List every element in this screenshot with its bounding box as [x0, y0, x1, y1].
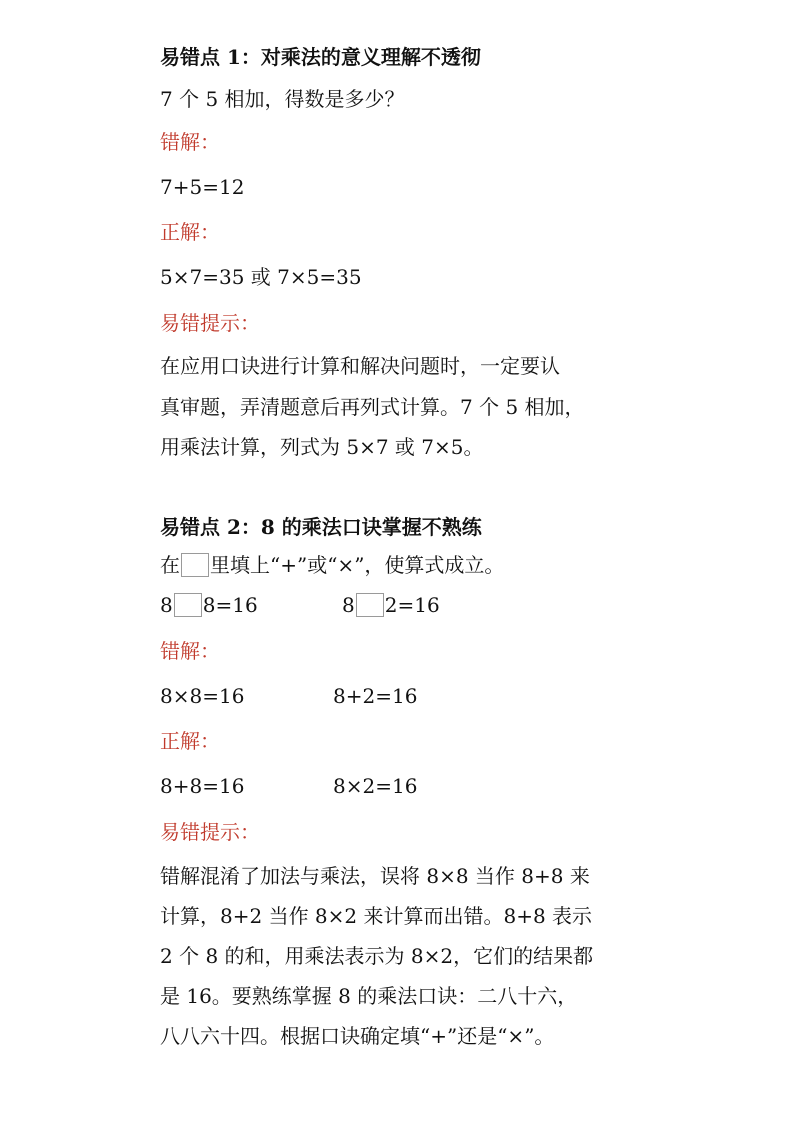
- section2-right-label: 正解：: [160, 729, 220, 753]
- section2-tip-line: 2 个 8 的和，用乘法表示为 8×2，它们的结果都: [160, 944, 594, 968]
- section2-tip-label: 易错提示：: [160, 820, 260, 844]
- answer-box: [181, 553, 209, 577]
- section2-tip-line: 计算，8+2 当作 8×2 来计算而出错。8+8 表示: [160, 904, 593, 928]
- section2-tip-line: 八八六十四。根据口诀确定填“+”还是“×”。: [160, 1024, 555, 1048]
- section1-question: 7 个 5 相加，得数是多少？: [160, 87, 405, 111]
- section2-tip-line: 是 16。要熟练掌握 8 的乘法口诀：二八十六，: [160, 984, 578, 1008]
- section1-wrong-label: 错解：: [160, 130, 220, 154]
- section1-heading: 易错点 1：对乘法的意义理解不透彻: [160, 45, 481, 69]
- question-prefix: 在: [160, 553, 180, 577]
- section2-tip-line: 错解混淆了加法与乘法，误将 8×8 当作 8+8 来: [160, 864, 590, 888]
- section1-tip-line: 真审题，弄清题意后再列式计算。7 个 5 相加，: [160, 395, 585, 419]
- problem-right: 2=16: [384, 593, 440, 617]
- problem-right: 8=16: [202, 593, 258, 617]
- section1-tip-label: 易错提示：: [160, 311, 260, 335]
- section1-right-answer: 5×7=35 或 7×5=35: [160, 265, 362, 289]
- question-suffix: 里填上“+”或“×”，使算式成立。: [210, 553, 505, 577]
- section2-right-answer: 8+8=16: [160, 774, 245, 798]
- section2-right-answer: 8×2=16: [333, 774, 418, 798]
- section2-wrong-answer: 8×8=16: [160, 684, 245, 708]
- section2-heading: 易错点 2：8 的乘法口诀掌握不熟练: [160, 515, 482, 539]
- section2-wrong-label: 错解：: [160, 639, 220, 663]
- answer-box[interactable]: [356, 593, 384, 617]
- section1-wrong-answer: 7+5=12: [160, 175, 245, 199]
- problem-left: 8: [160, 593, 173, 617]
- problem-left: 8: [342, 593, 355, 617]
- section1-tip-line: 用乘法计算，列式为 5×7 或 7×5。: [160, 435, 484, 459]
- section1-tip-line: 在应用口诀进行计算和解决问题时，一定要认: [160, 354, 560, 378]
- problem-1: [160, 591, 258, 619]
- answer-box[interactable]: [174, 593, 202, 617]
- section1-right-label: 正解：: [160, 220, 220, 244]
- section2-wrong-answer: 8+2=16: [333, 684, 418, 708]
- problem-2: [342, 591, 440, 619]
- section2-question: [160, 551, 504, 579]
